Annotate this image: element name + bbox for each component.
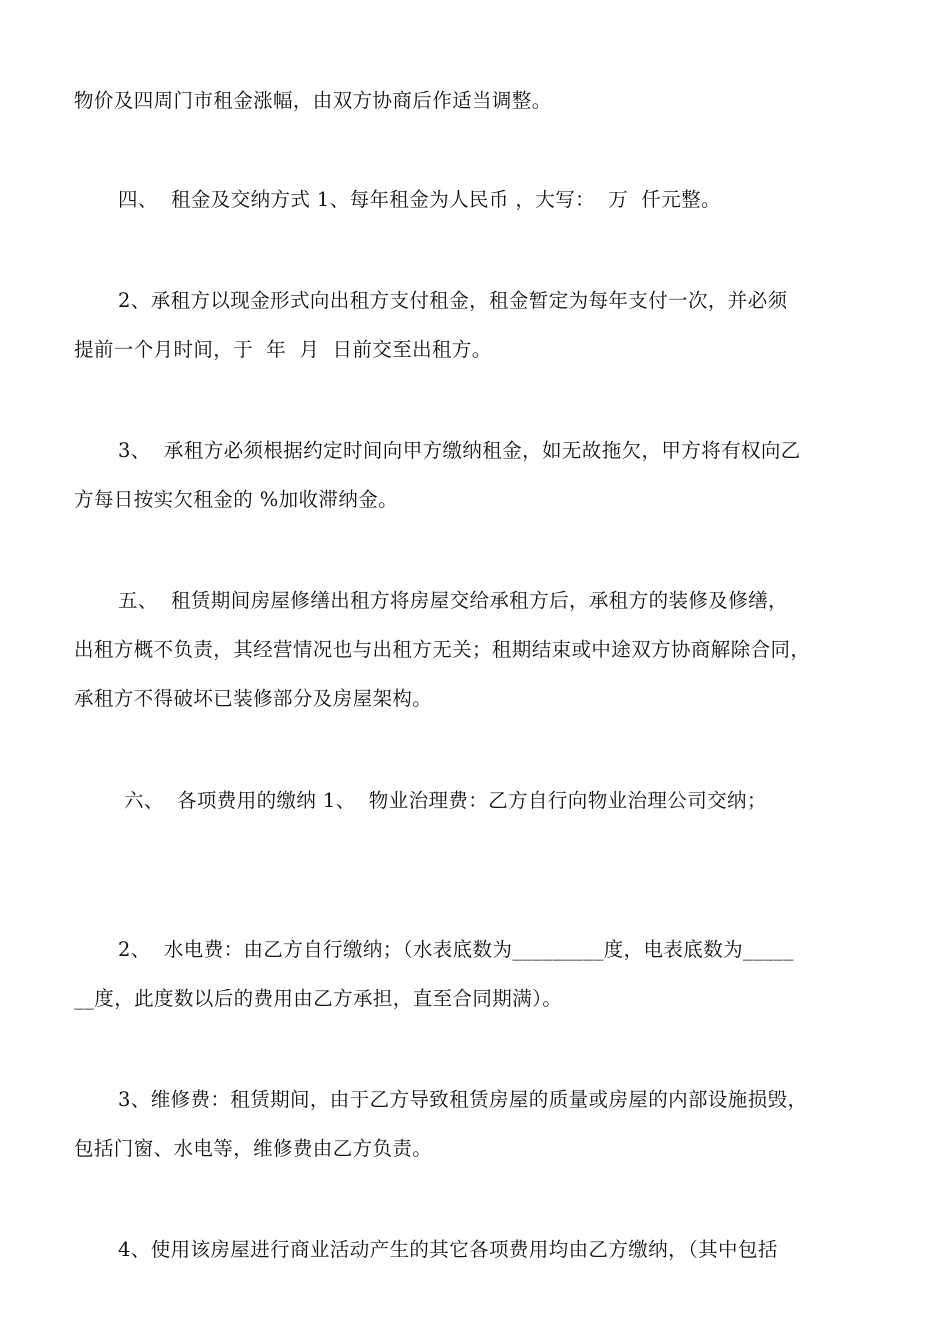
text-line: __度，此度数以后的费用由乙方承担，直至合同期满）。 bbox=[74, 987, 563, 1010]
text-line: 五、 租赁期间房屋修缮出租方将房屋交给承租方后，承租方的装修及修缮， bbox=[118, 589, 788, 612]
text-line: 4、使用该房屋进行商业活动产生的其它各项费用均由乙方缴纳，（其中包括 bbox=[118, 1238, 778, 1261]
text-line: 3、维修费：租赁期间，由于乙方导致租赁房屋的质量或房屋的内部设施损毁， bbox=[118, 1088, 808, 1111]
text-line: 物价及四周门市租金涨幅，由双方协商后作适当调整。 bbox=[74, 89, 552, 112]
text-line: 六、 各项费用的缴纳 1、 物业治理费：乙方自行向物业治理公司交纳； bbox=[124, 789, 767, 812]
text-line: 2、承租方以现金形式向出租方支付租金，租金暂定为每年支付一次，并必须 bbox=[118, 289, 788, 312]
text-line: 3、 承租方必须根据约定时间向甲方缴纳租金，如无故拖欠，甲方将有权向乙 bbox=[118, 439, 801, 462]
text-line: 承租方不得破坏已装修部分及房屋架构。 bbox=[74, 687, 433, 710]
text-line: 提前一个月时间，于 年 月 日前交至出租方。 bbox=[74, 338, 492, 361]
text-line: 方每日按实欠租金的 %加收滞纳金。 bbox=[74, 488, 399, 511]
text-line: 2、 水电费：由乙方自行缴纳；（水表底数为_________度，电表底数为_____ bbox=[118, 938, 794, 961]
text-line: 四、 租金及交纳方式 1、每年租金为人民币 ，大写： 万 仟元整。 bbox=[118, 188, 721, 211]
text-line: 包括门窗、水电等，维修费由乙方负责。 bbox=[74, 1137, 433, 1160]
text-line: 出租方概不负责，其经营情况也与出租方无关；租期结束或中途双方协商解除合同， bbox=[74, 638, 811, 661]
